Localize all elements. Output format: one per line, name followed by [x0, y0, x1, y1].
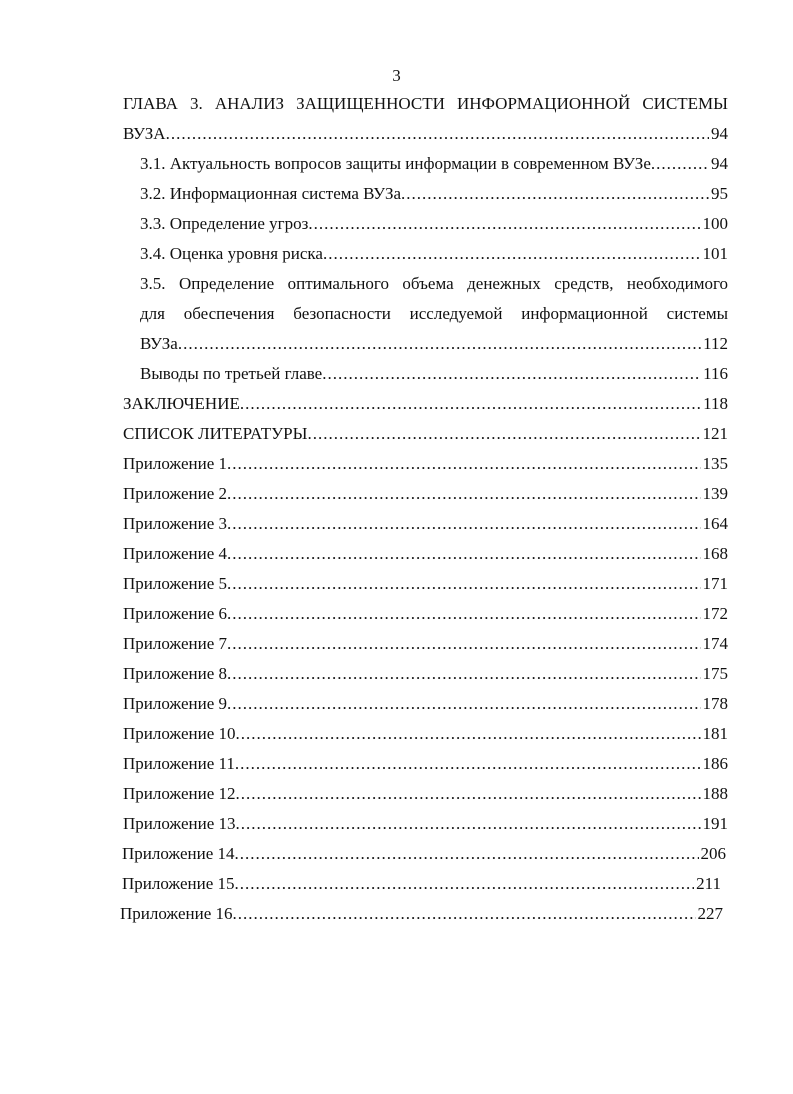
- toc-entry-title: Приложение 9: [123, 694, 227, 713]
- toc-entry-conclusion[interactable]: [123, 392, 728, 416]
- toc-entry-title: Приложение 5: [123, 574, 227, 593]
- dot-leader: [227, 692, 701, 716]
- toc-entry-section-3-3[interactable]: [140, 212, 728, 236]
- toc-entry-title: Приложение 6: [123, 604, 227, 623]
- toc-entry-title: ЗАКЛЮЧЕНИЕ: [123, 394, 240, 413]
- toc-entry-appendix[interactable]: [123, 572, 728, 596]
- toc-entry-title: Выводы по третьей главе: [140, 364, 323, 383]
- toc-entry-page: 95: [711, 184, 728, 203]
- dot-leader: [322, 362, 701, 386]
- toc-entry-title: 3.4. Оценка уровня риска: [140, 244, 323, 263]
- dot-leader: [227, 632, 701, 656]
- toc-entry-title: Приложение 1: [123, 454, 227, 473]
- toc-entry-appendix[interactable]: [122, 872, 721, 896]
- dot-leader: [227, 482, 701, 506]
- dot-leader: [233, 902, 696, 926]
- toc-entry-appendix[interactable]: [123, 662, 728, 686]
- toc-chapter3-heading: ГЛАВА 3. АНАЛИЗ ЗАЩИЩЕННОСТИ ИНФОРМАЦИОННОЙ СИСТЕМЫ: [123, 94, 728, 113]
- toc-entry-page: 112: [703, 334, 728, 353]
- toc-entry-appendix[interactable]: [123, 752, 728, 776]
- toc-entry-title: 3.3. Определение угроз: [140, 214, 309, 233]
- toc-entry-page: 181: [702, 724, 728, 743]
- toc-entry-page: 186: [702, 754, 728, 773]
- toc-entry-page: 227: [697, 904, 723, 923]
- toc-entry-page: 174: [702, 634, 728, 653]
- toc-entry-page: 171: [702, 574, 728, 593]
- dot-leader: [240, 392, 701, 416]
- toc-entry-appendix[interactable]: [123, 692, 728, 716]
- dot-leader: [401, 182, 709, 206]
- toc-entry-page: 206: [700, 844, 726, 863]
- toc-entry-chapter3[interactable]: [123, 122, 728, 146]
- toc-entry-page: 94: [711, 124, 728, 143]
- dot-leader: [236, 812, 701, 836]
- toc-entry-section-3-5[interactable]: [140, 332, 728, 356]
- dot-leader: [227, 662, 701, 686]
- toc-entry-page: 100: [702, 214, 728, 233]
- toc-entry-page: 135: [702, 454, 728, 473]
- toc-entry-title: Приложение 16: [120, 904, 233, 923]
- dot-leader: [227, 572, 701, 596]
- toc-entry-page: 164: [702, 514, 728, 533]
- toc-entry-title: ВУЗа: [140, 334, 178, 353]
- dot-leader: [227, 452, 701, 476]
- toc-entry-page: 191: [702, 814, 728, 833]
- toc-entry-page: 118: [703, 394, 728, 413]
- toc-entry-title: Приложение 11: [123, 754, 235, 773]
- toc-entry-title: ВУЗА: [123, 124, 166, 143]
- toc-entry-page: 94: [711, 154, 728, 173]
- toc-entry-section-3-2[interactable]: [140, 182, 728, 206]
- toc-entry-chapter3-conclusions[interactable]: [140, 362, 728, 386]
- toc-entry-section-3-1[interactable]: [140, 152, 728, 176]
- toc-entry-page: 116: [703, 364, 728, 383]
- toc-entry-section-3-4[interactable]: [140, 242, 728, 266]
- toc-entry-appendix[interactable]: [123, 722, 728, 746]
- toc-entry-page: 188: [702, 784, 728, 803]
- toc-entry-appendix[interactable]: [122, 842, 726, 866]
- page-number: 3: [392, 66, 401, 85]
- toc-entry-page: 139: [702, 484, 728, 503]
- dot-leader: [236, 722, 701, 746]
- toc-entry-page: 178: [702, 694, 728, 713]
- toc-entry-title: Приложение 7: [123, 634, 227, 653]
- toc-entry-title: Приложение 3: [123, 514, 227, 533]
- toc-entry-appendix[interactable]: [123, 812, 728, 836]
- toc-entry-title: 3.1. Актуальность вопросов защиты информации в современном ВУЗе: [140, 154, 651, 173]
- toc-entry-page: 101: [702, 244, 728, 263]
- dot-leader: [178, 332, 701, 356]
- dot-leader: [235, 752, 701, 776]
- toc-entry-title: Приложение 2: [123, 484, 227, 503]
- dot-leader: [227, 512, 701, 536]
- toc-entry-references[interactable]: [123, 422, 728, 446]
- toc-entry-title: 3.2. Информационная система ВУЗа: [140, 184, 402, 203]
- toc-entry-section-3-5-line2[interactable]: для обеспечения безопасности исследуемой информационной системы: [140, 304, 728, 323]
- dot-leader: [307, 422, 700, 446]
- toc-entry-appendix[interactable]: [123, 452, 728, 476]
- toc-entry-title: Приложение 14: [122, 844, 235, 863]
- toc-entry-appendix[interactable]: [123, 542, 728, 566]
- toc-entry-title: Приложение 8: [123, 664, 227, 683]
- toc-entry-page: 168: [702, 544, 728, 563]
- toc-entry-title: Приложение 15: [122, 874, 235, 893]
- dot-leader: [651, 152, 709, 176]
- dot-leader: [236, 782, 701, 806]
- dot-leader: [235, 842, 699, 866]
- toc-entry-title: Приложение 10: [123, 724, 236, 743]
- toc-entry-title: Приложение 12: [123, 784, 236, 803]
- dot-leader: [323, 242, 701, 266]
- dot-leader: [308, 212, 700, 236]
- toc-entry-appendix[interactable]: [123, 602, 728, 626]
- toc-entry-page: 175: [702, 664, 728, 683]
- toc-entry-appendix[interactable]: [123, 782, 728, 806]
- toc-entry-section-3-5-line1[interactable]: 3.5. Определение оптимального объема денежных средств, необходимого: [140, 274, 728, 293]
- toc-entry-appendix[interactable]: [123, 482, 728, 506]
- toc-entry-appendix[interactable]: [120, 902, 723, 926]
- toc-entry-page: 211: [696, 874, 721, 893]
- toc-entry-title: СПИСОК ЛИТЕРАТУРЫ: [123, 424, 308, 443]
- toc-entry-appendix[interactable]: [123, 632, 728, 656]
- dot-leader: [166, 122, 709, 146]
- toc-entry-appendix[interactable]: [123, 512, 728, 536]
- toc-entry-title: Приложение 13: [123, 814, 236, 833]
- dot-leader: [235, 872, 695, 896]
- toc-entry-page: 121: [702, 424, 728, 443]
- dot-leader: [227, 602, 701, 626]
- toc-entry-page: 172: [702, 604, 728, 623]
- dot-leader: [227, 542, 701, 566]
- toc-entry-title: Приложение 4: [123, 544, 227, 563]
